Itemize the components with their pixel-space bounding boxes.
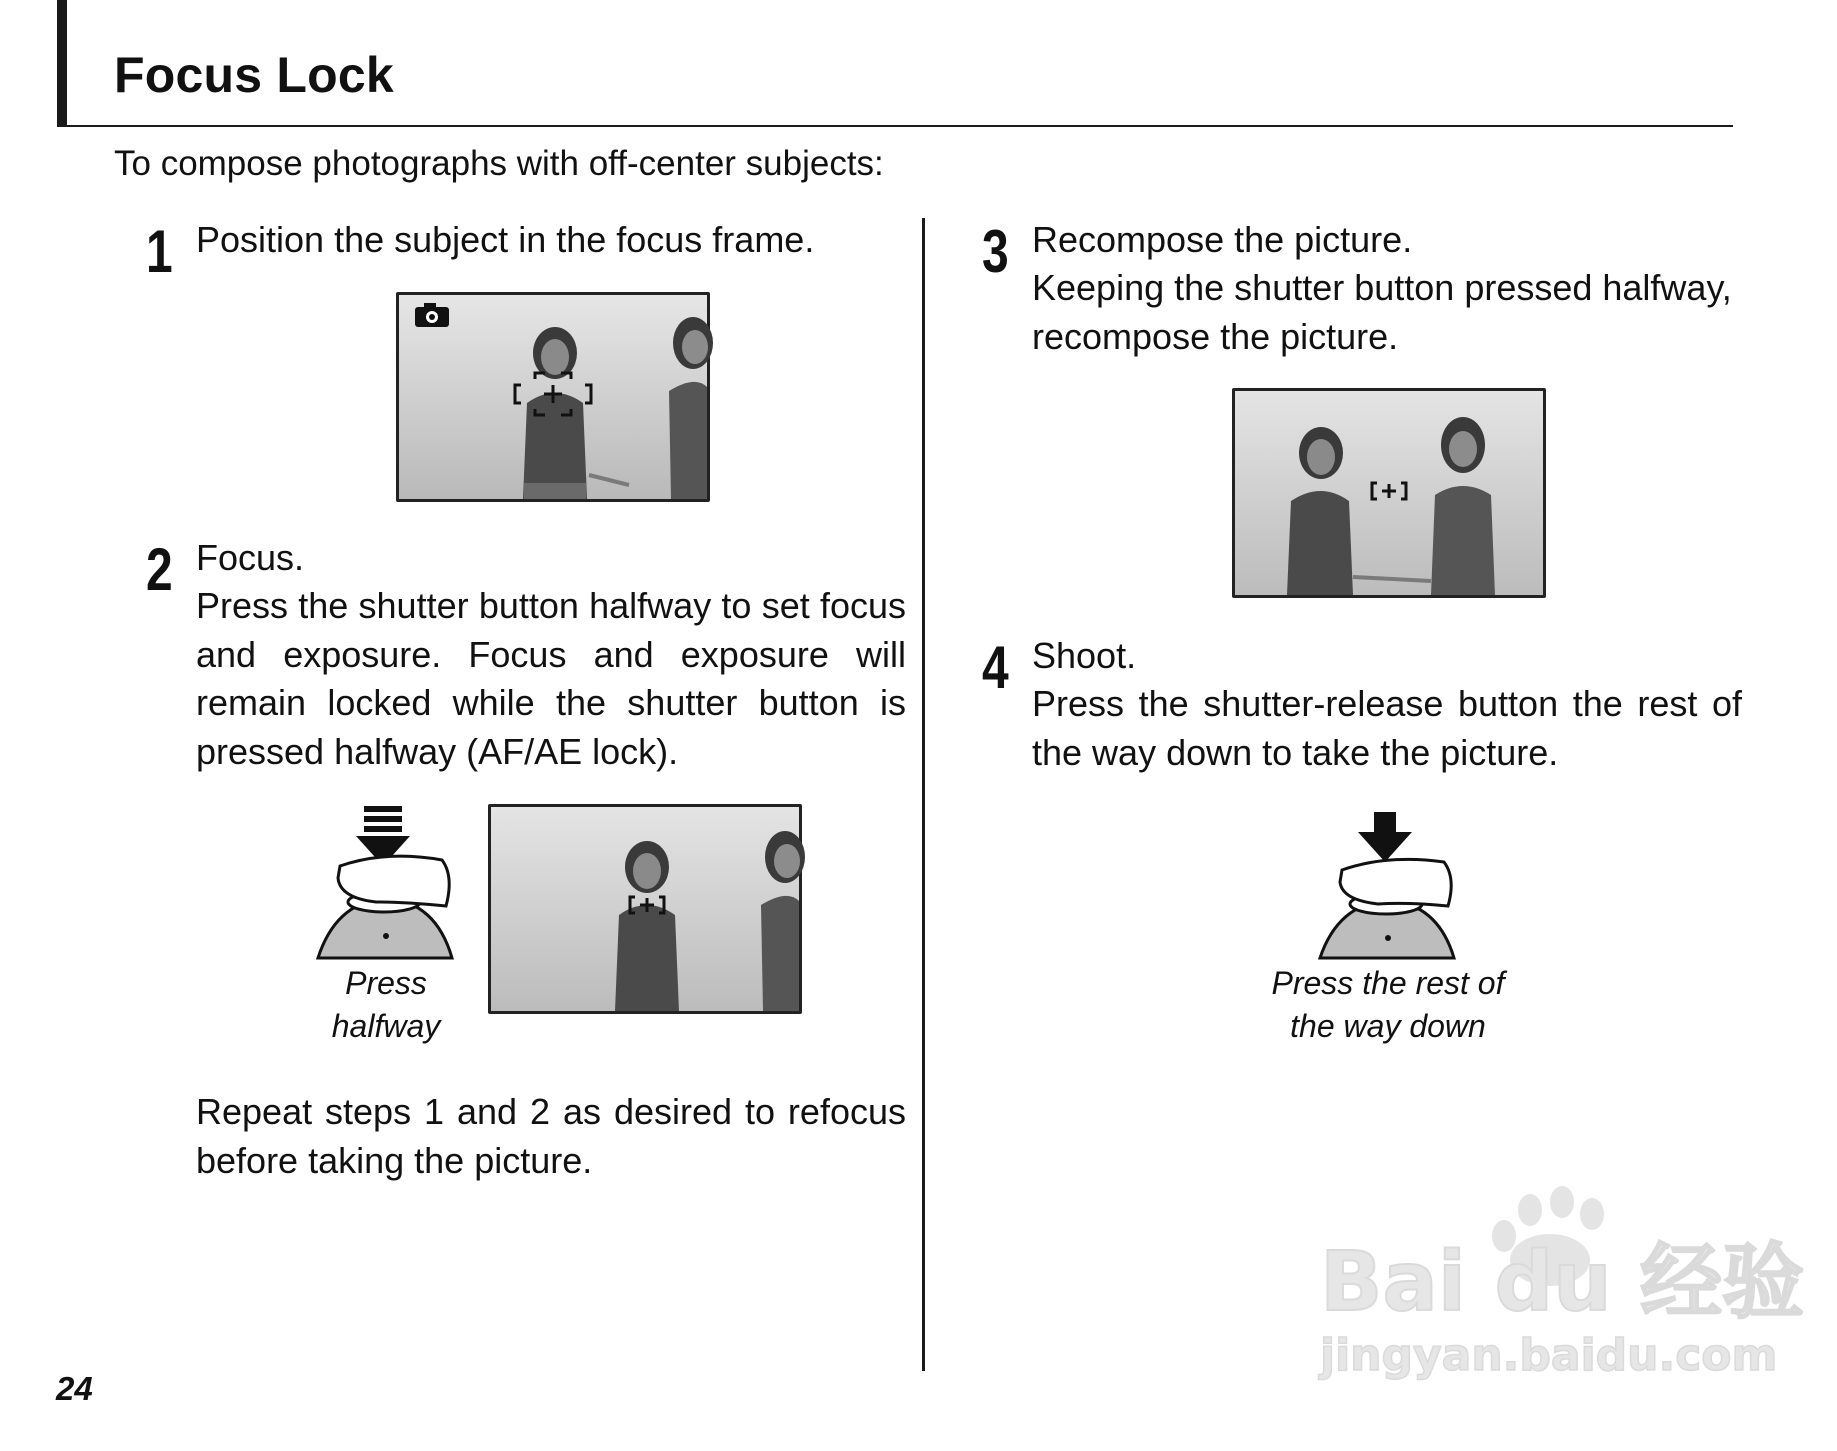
page-number: 24: [56, 1370, 93, 1407]
step-4-heading: Shoot.: [1032, 635, 1137, 676]
watermark-brand: Bai du 经验: [1320, 1235, 1805, 1330]
page-marker-bar: [57, 0, 67, 126]
step-number-1: 1: [146, 218, 173, 285]
step-2-heading: Focus.: [196, 537, 305, 578]
step-3-photo: [1232, 388, 1546, 598]
title-divider: [57, 125, 1733, 127]
step-number-4: 4: [982, 634, 1009, 701]
caption-line: the way down: [1290, 1008, 1486, 1044]
repeat-note: Repeat steps 1 and 2 as desired to refocus before taking the picture.: [196, 1091, 906, 1181]
press-halfway-caption: [296, 962, 476, 1048]
shutter-press-icon: [316, 806, 456, 958]
shutter-press-icon: [1318, 812, 1458, 958]
column-divider: [922, 218, 925, 1371]
step-number-3: 3: [982, 218, 1009, 285]
caption-line: Press: [345, 965, 427, 1001]
step-3-heading: Recompose the picture.: [1032, 219, 1413, 260]
step-1-heading: Position the subject in the focus frame.: [196, 219, 815, 260]
watermark-url: jingyan.baidu.com: [1320, 1330, 1778, 1381]
step-2-photo: [488, 804, 802, 1014]
baidu-watermark: [1300, 1180, 1805, 1390]
step-4-body: Press the shutter-release button the rest of the way down to take the picture.: [1032, 683, 1742, 773]
page-title: Focus Lock: [114, 47, 394, 103]
step-1-photo: [396, 292, 710, 502]
step-2-body: Press the shutter button halfway to set focus and exposure. Focus and exposure will remain locked while the shutter button is pressed halfway (AF/AE lock).: [196, 585, 906, 772]
caption-line: halfway: [331, 1008, 441, 1044]
step-number-2: 2: [146, 536, 173, 603]
intro-text: To compose photographs with off-center subjects:: [114, 144, 884, 183]
press-full-caption: [1248, 962, 1528, 1048]
step-3-body: Keeping the shutter button pressed halfway, recompose the picture.: [1032, 267, 1732, 357]
caption-line: Press the rest of: [1271, 965, 1505, 1001]
